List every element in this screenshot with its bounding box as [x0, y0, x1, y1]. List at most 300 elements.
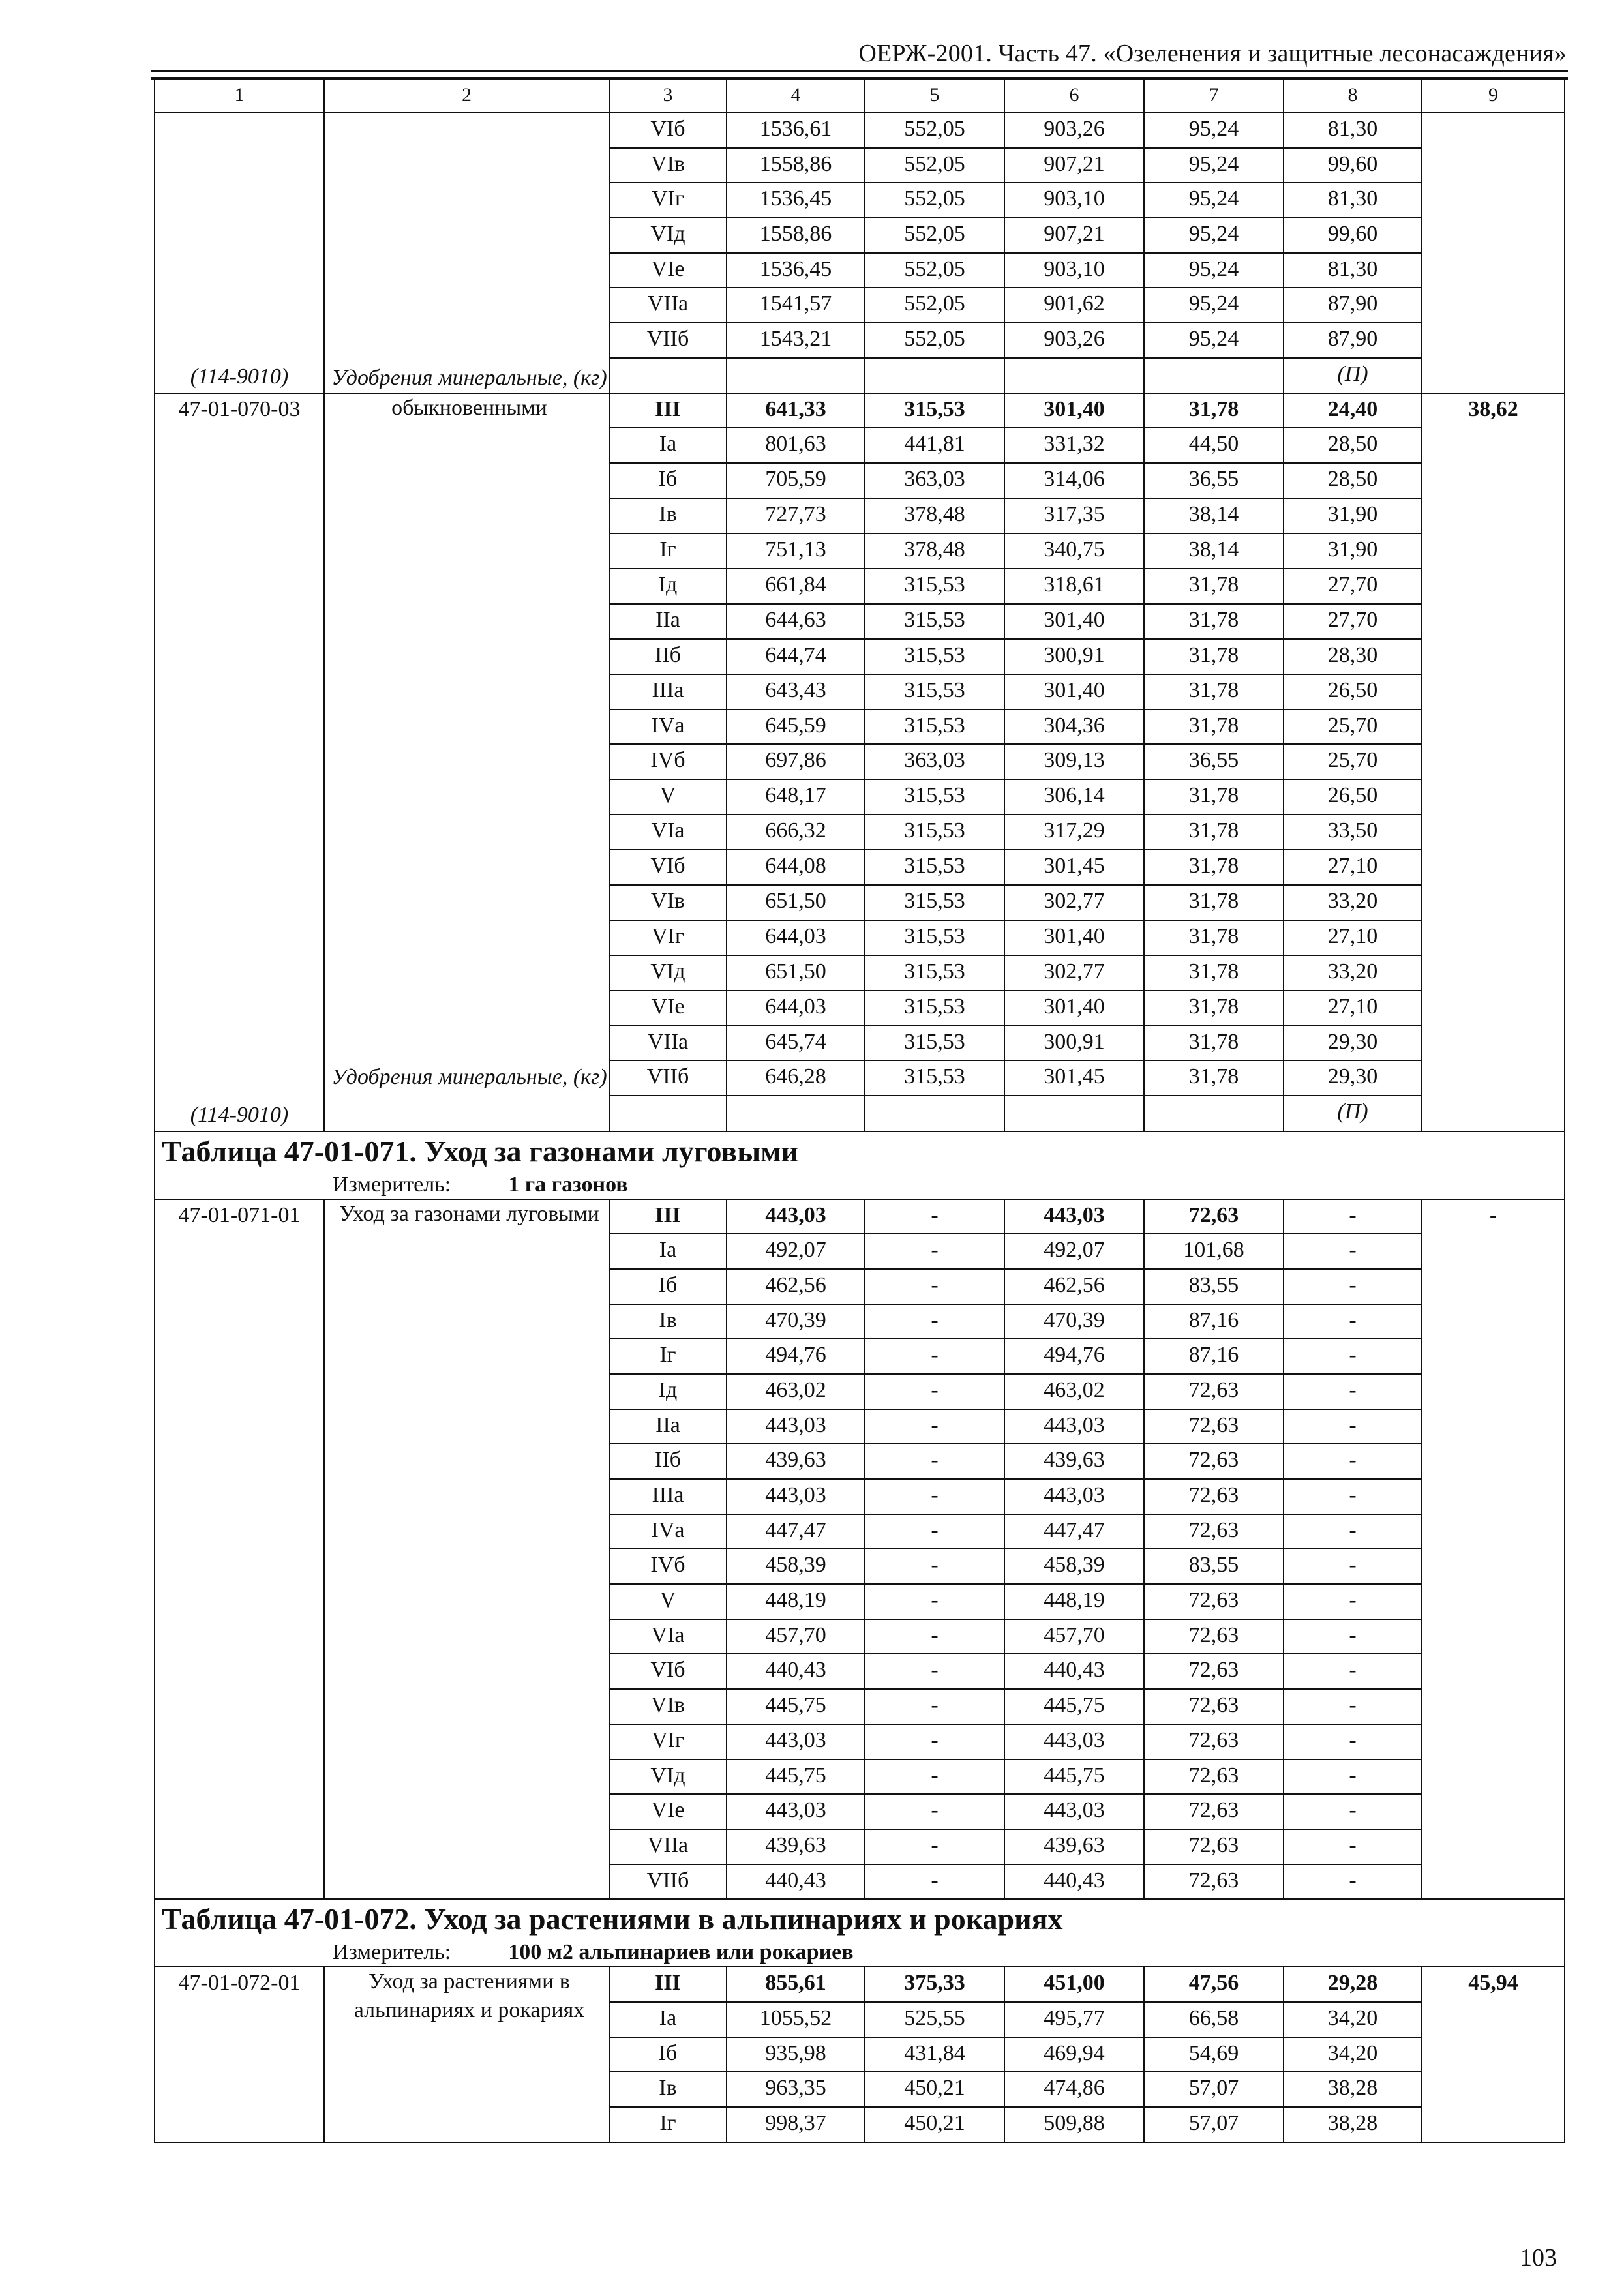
value-cell: 34,20: [1284, 2037, 1422, 2072]
measure-line: [155, 1171, 1564, 1199]
value-cell: 72,63: [1144, 1689, 1284, 1724]
value-cell: Iб: [609, 1269, 727, 1304]
section-title-cell: [155, 1131, 1565, 1199]
value-cell: 469,94: [1004, 2037, 1144, 2072]
value-cell: 302,77: [1004, 955, 1144, 991]
value-cell: -: [1284, 1794, 1422, 1829]
value-cell: 445,75: [727, 1689, 865, 1724]
value-cell: 1536,45: [727, 253, 865, 288]
value-cell: VIд: [609, 955, 727, 991]
value-cell: 24,40: [1284, 393, 1422, 428]
rate-code-cell: 47-01-072-01: [155, 1967, 324, 2142]
value-cell: -: [1284, 1864, 1422, 1900]
value-cell: Iа: [609, 2002, 727, 2037]
value-cell: 72,63: [1144, 1199, 1284, 1234]
value-cell: 661,84: [727, 569, 865, 604]
value-cell: 309,13: [1004, 744, 1144, 779]
value-cell: 25,70: [1284, 744, 1422, 779]
value-cell: 99,60: [1284, 148, 1422, 183]
header-rule: [151, 70, 1568, 72]
value-cell: 34,20: [1284, 2002, 1422, 2037]
value-cell: -: [865, 1304, 1004, 1339]
value-cell: VIIа: [609, 1026, 727, 1061]
value-cell: 375,33: [865, 1967, 1004, 2002]
value-cell: -: [865, 1689, 1004, 1724]
value-cell: 315,53: [865, 569, 1004, 604]
value-cell: 644,74: [727, 639, 865, 674]
value-cell: 29,30: [1284, 1060, 1422, 1096]
value-cell: 935,98: [727, 2037, 865, 2072]
table-title: Таблица 47-01-071. Уход за газонами луговыми: [162, 1134, 798, 1168]
value-cell: 315,53: [865, 991, 1004, 1026]
value-cell: 31,78: [1144, 885, 1284, 920]
rate-desc: обыкновенными: [391, 395, 547, 420]
value-cell: V: [609, 1584, 727, 1619]
value-cell: 27,10: [1284, 991, 1422, 1026]
value-cell: 441,81: [865, 428, 1004, 463]
value-cell: VIIб: [609, 323, 727, 358]
value-cell: 378,48: [865, 533, 1004, 569]
table-row: [155, 113, 1565, 148]
value-cell: 378,48: [865, 498, 1004, 533]
value-cell: 31,78: [1144, 991, 1284, 1026]
value-cell: IIб: [609, 1444, 727, 1479]
measure-value: 100 м2 альпинариев или рокариев: [508, 1940, 854, 1965]
value-cell: 998,37: [727, 2107, 865, 2142]
page-number: 103: [1520, 2244, 1557, 2271]
value-cell: IIа: [609, 1409, 727, 1444]
value-cell: 81,30: [1284, 183, 1422, 218]
value-cell: 666,32: [727, 815, 865, 850]
value-cell: 31,78: [1144, 604, 1284, 639]
value-cell: 29,28: [1284, 1967, 1422, 2002]
value-cell: Iв: [609, 1304, 727, 1339]
table-row: [155, 393, 1565, 428]
value-cell: 315,53: [865, 779, 1004, 815]
value-cell: VIд: [609, 218, 727, 253]
value-cell: 439,63: [727, 1829, 865, 1864]
value-cell: 1558,86: [727, 148, 865, 183]
note-value: (П): [1284, 1096, 1422, 1131]
table-title: Таблица 47-01-072. Уход за растениями в альпинариях и рокариях: [162, 1902, 1063, 1936]
value-cell: 1536,61: [727, 113, 865, 148]
value-cell: VIе: [609, 1794, 727, 1829]
measure-label: Измеритель:: [333, 1940, 451, 1965]
value-cell: VIIа: [609, 1829, 727, 1864]
value-cell: -: [865, 1794, 1004, 1829]
value-cell: 33,20: [1284, 885, 1422, 920]
value-cell: 315,53: [865, 815, 1004, 850]
note-desc: Удобрения минеральные, (кг): [331, 365, 607, 390]
value-cell: 33,50: [1284, 815, 1422, 850]
value-cell: 315,53: [865, 920, 1004, 955]
value-cell: 302,77: [1004, 885, 1144, 920]
column-number: 9: [1422, 79, 1565, 113]
value-cell: IIIа: [609, 674, 727, 710]
value-cell: 27,10: [1284, 850, 1422, 885]
value-cell: 318,61: [1004, 569, 1144, 604]
value-cell: 1543,21: [727, 323, 865, 358]
value-cell: 509,88: [1004, 2107, 1144, 2142]
value-cell: IVб: [609, 744, 727, 779]
value-cell: 470,39: [1004, 1304, 1144, 1339]
value-cell: 648,17: [727, 779, 865, 815]
value-cell: 552,05: [865, 148, 1004, 183]
value-cell: 340,75: [1004, 533, 1144, 569]
value-cell: 83,55: [1144, 1269, 1284, 1304]
rate-desc-cell: Уход за растениями в альпинариях и рокариях: [324, 1967, 609, 2142]
value-cell: 72,63: [1144, 1409, 1284, 1444]
value-cell: -: [1284, 1724, 1422, 1759]
value-cell: VIIа: [609, 288, 727, 323]
column-number: 2: [324, 79, 609, 113]
value-cell: 31,78: [1144, 1060, 1284, 1096]
table-row: [155, 1967, 1565, 2002]
value-cell: 474,86: [1004, 2072, 1144, 2107]
value-cell: 29,30: [1284, 1026, 1422, 1061]
value-cell: 31,78: [1144, 639, 1284, 674]
value-cell: 36,55: [1144, 744, 1284, 779]
value-cell: 81,30: [1284, 253, 1422, 288]
value-cell: Iд: [609, 569, 727, 604]
value-cell: 443,03: [1004, 1724, 1144, 1759]
value-cell: 651,50: [727, 885, 865, 920]
value-cell: 31,78: [1144, 955, 1284, 991]
value-cell: -: [865, 1479, 1004, 1514]
value-cell: 463,02: [727, 1374, 865, 1409]
value-cell: 450,21: [865, 2072, 1004, 2107]
value-cell: -: [1284, 1689, 1422, 1724]
value-cell: -: [865, 1234, 1004, 1269]
value-cell: 1055,52: [727, 2002, 865, 2037]
value-cell: III: [609, 393, 727, 428]
rate-code-cell: [155, 393, 324, 1131]
value-cell: IVб: [609, 1549, 727, 1584]
value-cell: -: [865, 1654, 1004, 1689]
value-cell: 463,02: [1004, 1374, 1144, 1409]
value-cell: VIв: [609, 885, 727, 920]
value-cell: 315,53: [865, 1060, 1004, 1096]
value-cell: VIг: [609, 183, 727, 218]
value-cell: 95,24: [1144, 113, 1284, 148]
value-cell: 72,63: [1144, 1374, 1284, 1409]
value-cell: IVа: [609, 710, 727, 745]
value-cell: -: [865, 1444, 1004, 1479]
value-cell: 101,68: [1144, 1234, 1284, 1269]
value-cell: 28,50: [1284, 428, 1422, 463]
value-cell: 363,03: [865, 463, 1004, 498]
value-cell: 552,05: [865, 323, 1004, 358]
value-cell: 495,77: [1004, 2002, 1144, 2037]
value-cell: VIв: [609, 1689, 727, 1724]
empty-cell: [727, 1096, 865, 1131]
value-cell: 315,53: [865, 850, 1004, 885]
empty-cell: [1004, 358, 1144, 393]
value-cell: 306,14: [1004, 779, 1144, 815]
value-cell: -: [865, 1339, 1004, 1374]
value-cell: 552,05: [865, 183, 1004, 218]
value-cell: 451,00: [1004, 1967, 1144, 2002]
value-cell: -: [865, 1374, 1004, 1409]
value-cell: -: [865, 1549, 1004, 1584]
measure-label: Измеритель:: [333, 1172, 451, 1197]
value-cell: 31,78: [1144, 710, 1284, 745]
value-cell: 72,63: [1144, 1619, 1284, 1654]
value-cell: 315,53: [865, 639, 1004, 674]
value-cell: 301,40: [1004, 991, 1144, 1026]
value-cell: 87,90: [1284, 323, 1422, 358]
value-cell: 448,19: [727, 1584, 865, 1619]
value-cell: 72,63: [1144, 1514, 1284, 1549]
value-cell: 492,07: [1004, 1234, 1144, 1269]
rates-table: [154, 78, 1565, 2143]
value-cell: Iг: [609, 533, 727, 569]
value-cell: 99,60: [1284, 218, 1422, 253]
rate-code-cell: 47-01-071-01: [155, 1199, 324, 1900]
value-cell: VIа: [609, 1619, 727, 1654]
value-cell: V: [609, 779, 727, 815]
value-cell: VIе: [609, 991, 727, 1026]
value-cell: 457,70: [727, 1619, 865, 1654]
value-cell: 95,24: [1144, 323, 1284, 358]
value-cell: 443,03: [1004, 1479, 1144, 1514]
value-cell: 38,14: [1144, 498, 1284, 533]
value-cell: 83,55: [1144, 1549, 1284, 1584]
value-cell: 447,47: [1004, 1514, 1144, 1549]
value-cell: 31,78: [1144, 569, 1284, 604]
value-cell: 301,40: [1004, 604, 1144, 639]
value-cell: 27,10: [1284, 920, 1422, 955]
column-number: 6: [1004, 79, 1144, 113]
value-cell: 317,35: [1004, 498, 1144, 533]
value-cell: Iа: [609, 1234, 727, 1269]
value-cell: 458,39: [1004, 1549, 1144, 1584]
value-cell: 25,70: [1284, 710, 1422, 745]
value-cell: -: [1284, 1619, 1422, 1654]
value-cell: 44,50: [1144, 428, 1284, 463]
value-cell: Iг: [609, 1339, 727, 1374]
value-cell: 525,55: [865, 2002, 1004, 2037]
value-cell: 31,78: [1144, 920, 1284, 955]
value-cell: 317,29: [1004, 815, 1144, 850]
value-cell: -: [865, 1829, 1004, 1864]
value-cell: 1536,45: [727, 183, 865, 218]
empty-cell: [1144, 1096, 1284, 1131]
value-cell: 855,61: [727, 1967, 865, 2002]
section-title-row: [155, 1131, 1565, 1199]
value-cell: -: [865, 1584, 1004, 1619]
empty-cell: [727, 358, 865, 393]
value-cell: VIIб: [609, 1864, 727, 1900]
value-cell: -: [1284, 1339, 1422, 1374]
value-cell: 443,03: [727, 1724, 865, 1759]
empty-cell: [865, 1096, 1004, 1131]
value-cell: Iв: [609, 498, 727, 533]
value-cell: 907,21: [1004, 148, 1144, 183]
value-cell: 462,56: [1004, 1269, 1144, 1304]
value-cell: 644,03: [727, 991, 865, 1026]
value-cell: 315,53: [865, 710, 1004, 745]
value-cell: 95,24: [1144, 218, 1284, 253]
value-cell: 448,19: [1004, 1584, 1144, 1619]
note-code: (114-9010): [190, 1102, 289, 1127]
value-cell: VIг: [609, 1724, 727, 1759]
value-cell: 552,05: [865, 288, 1004, 323]
value-cell: 331,32: [1004, 428, 1144, 463]
value-cell: 315,53: [865, 1026, 1004, 1061]
value-cell: -: [1284, 1514, 1422, 1549]
value-cell: -: [1284, 1654, 1422, 1689]
value-cell: 28,50: [1284, 463, 1422, 498]
value-cell: 901,62: [1004, 288, 1144, 323]
value-cell: 87,90: [1284, 288, 1422, 323]
value-cell: 31,78: [1144, 1026, 1284, 1061]
column-number: 8: [1284, 79, 1422, 113]
value-cell: -: [1284, 1269, 1422, 1304]
value-cell: 457,70: [1004, 1619, 1144, 1654]
value-cell: Iб: [609, 2037, 727, 2072]
value-cell: 38,28: [1284, 2072, 1422, 2107]
value-cell: VIв: [609, 148, 727, 183]
value-cell: 72,63: [1144, 1654, 1284, 1689]
value-cell: 646,28: [727, 1060, 865, 1096]
value-cell: -: [1284, 1304, 1422, 1339]
value-cell: 301,45: [1004, 850, 1144, 885]
value-cell: 440,43: [727, 1864, 865, 1900]
value-cell: 304,36: [1004, 710, 1144, 745]
value-cell: -: [1284, 1759, 1422, 1795]
table-row: [155, 1199, 1565, 1234]
value-cell: 72,63: [1144, 1584, 1284, 1619]
value-cell: -: [865, 1864, 1004, 1900]
value-cell: 315,53: [865, 604, 1004, 639]
value-cell: 26,50: [1284, 674, 1422, 710]
value-cell: 644,08: [727, 850, 865, 885]
value-cell: 445,75: [727, 1759, 865, 1795]
value-cell: -: [865, 1199, 1004, 1234]
value-cell: 552,05: [865, 113, 1004, 148]
value-cell: 31,90: [1284, 533, 1422, 569]
note-code: (114-9010): [190, 364, 289, 389]
value-cell: 72,63: [1144, 1759, 1284, 1795]
value-cell: 95,24: [1144, 183, 1284, 218]
empty-cell: [609, 1096, 727, 1131]
value-cell: 439,63: [727, 1444, 865, 1479]
rate-desc-cell: Уход за газонами луговыми: [324, 1199, 609, 1900]
rate-desc-cell: [324, 393, 609, 1131]
value-cell: 903,10: [1004, 253, 1144, 288]
value-cell: 72,63: [1144, 1479, 1284, 1514]
value-cell: 33,20: [1284, 955, 1422, 991]
value-cell: Iв: [609, 2072, 727, 2107]
value-cell: 300,91: [1004, 1026, 1144, 1061]
value-cell: 645,59: [727, 710, 865, 745]
value-cell: 38,14: [1144, 533, 1284, 569]
total-cell: [1422, 113, 1565, 393]
value-cell: 27,70: [1284, 569, 1422, 604]
value-cell: -: [865, 1619, 1004, 1654]
value-cell: 447,47: [727, 1514, 865, 1549]
value-cell: 705,59: [727, 463, 865, 498]
value-cell: 903,26: [1004, 113, 1144, 148]
value-cell: 443,03: [727, 1199, 865, 1234]
value-cell: 31,78: [1144, 674, 1284, 710]
value-cell: 95,24: [1144, 148, 1284, 183]
value-cell: VIб: [609, 113, 727, 148]
section-title-cell: [155, 1899, 1565, 1967]
value-cell: 31,78: [1144, 815, 1284, 850]
value-cell: 801,63: [727, 428, 865, 463]
value-cell: 301,40: [1004, 393, 1144, 428]
value-cell: 72,63: [1144, 1794, 1284, 1829]
value-cell: 443,03: [727, 1794, 865, 1829]
value-cell: 903,10: [1004, 183, 1144, 218]
value-cell: 87,16: [1144, 1304, 1284, 1339]
value-cell: 314,06: [1004, 463, 1144, 498]
value-cell: 445,75: [1004, 1759, 1144, 1795]
value-cell: 494,76: [727, 1339, 865, 1374]
value-cell: IIа: [609, 604, 727, 639]
value-cell: 751,13: [727, 533, 865, 569]
value-cell: 439,63: [1004, 1829, 1144, 1864]
value-cell: 31,78: [1144, 393, 1284, 428]
value-cell: 903,26: [1004, 323, 1144, 358]
value-cell: 443,03: [1004, 1199, 1144, 1234]
value-cell: 72,63: [1144, 1724, 1284, 1759]
value-cell: 443,03: [727, 1479, 865, 1514]
value-cell: 301,40: [1004, 674, 1144, 710]
value-cell: 57,07: [1144, 2072, 1284, 2107]
value-cell: -: [865, 1409, 1004, 1444]
value-cell: -: [1284, 1199, 1422, 1234]
value-cell: 697,86: [727, 744, 865, 779]
empty-cell: [609, 358, 727, 393]
value-cell: 31,78: [1144, 779, 1284, 815]
value-cell: -: [865, 1759, 1004, 1795]
value-cell: 1541,57: [727, 288, 865, 323]
value-cell: 1558,86: [727, 218, 865, 253]
measure-value: 1 га газонов: [508, 1172, 628, 1197]
value-cell: IVа: [609, 1514, 727, 1549]
value-cell: 81,30: [1284, 113, 1422, 148]
value-cell: 95,24: [1144, 253, 1284, 288]
value-cell: 450,21: [865, 2107, 1004, 2142]
value-cell: 315,53: [865, 955, 1004, 991]
value-cell: 38,28: [1284, 2107, 1422, 2142]
column-number: 4: [727, 79, 865, 113]
value-cell: -: [865, 1514, 1004, 1549]
column-number: 7: [1144, 79, 1284, 113]
value-cell: 87,16: [1144, 1339, 1284, 1374]
value-cell: -: [865, 1724, 1004, 1759]
empty-cell: [1144, 358, 1284, 393]
empty-cell: [865, 358, 1004, 393]
value-cell: 907,21: [1004, 218, 1144, 253]
value-cell: 443,03: [1004, 1794, 1144, 1829]
value-cell: -: [1284, 1479, 1422, 1514]
value-cell: -: [1284, 1584, 1422, 1619]
value-cell: VIе: [609, 253, 727, 288]
value-cell: 54,69: [1144, 2037, 1284, 2072]
value-cell: 315,53: [865, 885, 1004, 920]
column-number: 1: [155, 79, 324, 113]
value-cell: IIIа: [609, 1479, 727, 1514]
value-cell: 72,63: [1144, 1829, 1284, 1864]
value-cell: 66,58: [1144, 2002, 1284, 2037]
value-cell: 470,39: [727, 1304, 865, 1339]
value-cell: 28,30: [1284, 639, 1422, 674]
value-cell: 445,75: [1004, 1689, 1144, 1724]
